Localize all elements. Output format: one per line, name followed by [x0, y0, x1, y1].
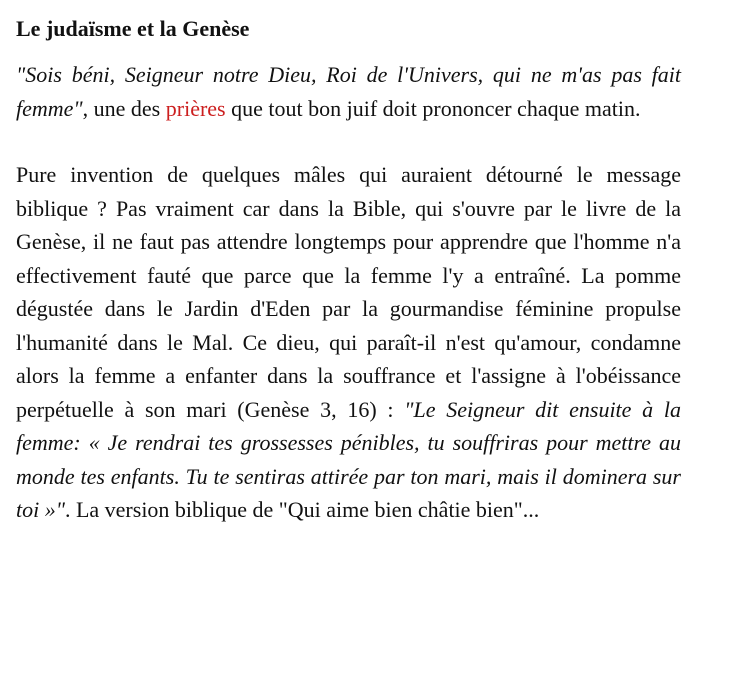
genese-quote: "Le Seigneur dit ensuite à la femme: « Je rendrai tes grossesses pénibles, tu souffriras pour mettre au monde tes enfants. Tu te sentiras attirée par ton mari, mais il dominera sur toi »": [16, 396, 682, 522]
paragraph-genese-text: Pure invention de quelques mâles qui auraient détourné le message biblique ? Pas vraiment car dans la Bible, qui s'ouvre par le livre de la Genèse, il ne faut pas attendre longtemps pour apprendre que l'homme n'a effectivement fauté que parce que la femme l'y a entraîné. La pomme dégustée dans le Jardin d'Eden par la gourmandise féminine propulse l'humanité dans le Mal. Ce dieu, qui paraît-il n'est qu'amour, condamne alors la femme a enfanter dans la souffrance et l'assigne à l'obéissance perpétuelle à son mari (Genèse 3, 16) :: [16, 162, 681, 422]
article: [16, 14, 681, 527]
paragraph-prayer-text-1: , une des: [82, 95, 166, 121]
article-title: Le judaïsme et la Genèse: [16, 16, 250, 41]
paragraph-genese-ending: . La version biblique de "Qui aime bien châtie bien"...: [64, 497, 540, 522]
paragraph-prayer: [16, 58, 681, 125]
paragraph-spacer: [16, 125, 681, 158]
paragraph-genese: [16, 158, 681, 527]
prayer-quote: "Sois béni, Seigneur notre Dieu, Roi de l'Univers, qui ne m'as pas fait femme": [16, 62, 681, 121]
prieres-link[interactable]: prières: [165, 95, 226, 121]
paragraph-prayer-text-2: que tout bon juif doit prononcer chaque matin.: [225, 95, 641, 121]
